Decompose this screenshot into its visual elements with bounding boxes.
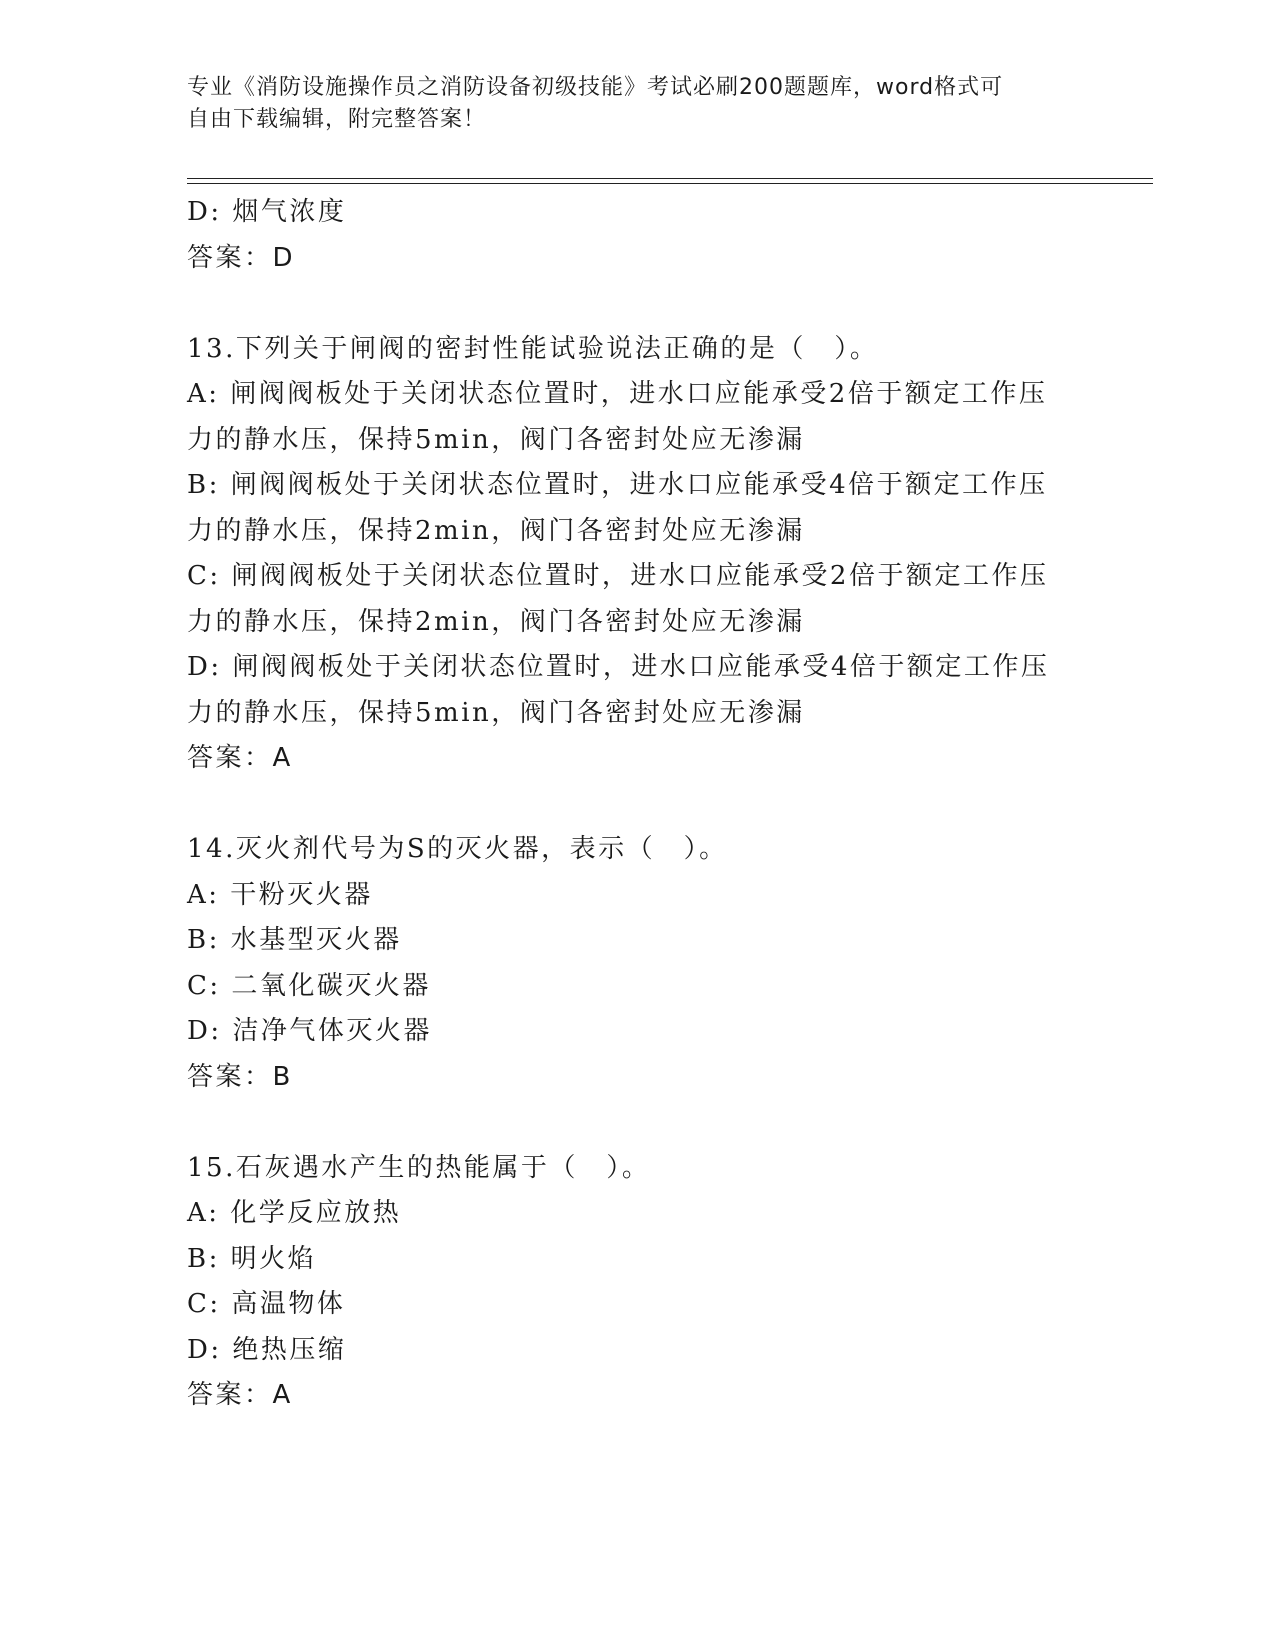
option-a: A: 干粉灭火器 (187, 879, 373, 910)
option-a-continued: 力的静水压，保持5min，阀门各密封处应无渗漏 (187, 424, 805, 455)
option-b: B: 闸阀阀板处于关闭状态位置时，进水口应能承受4倍于额定工作压 (187, 470, 1048, 500)
answer: 答案：B (187, 1061, 293, 1092)
question-stem: 13.下列关于闸阀的密封性能试验说法正确的是（ ）。 (187, 333, 879, 364)
option-d: D: 闸阀阀板处于关闭状态位置时，进水口应能承受4倍于额定工作压 (187, 652, 1050, 682)
header-divider-bottom (187, 183, 1153, 184)
option-a: A: 化学反应放热 (187, 1198, 402, 1228)
answer: 答案：A (187, 1380, 293, 1410)
answer: 答案：A (187, 743, 293, 773)
question-content (187, 190, 1087, 1419)
header-divider-top (187, 178, 1153, 179)
option-a: A: 闸阀阀板处于关闭状态位置时，进水口应能承受2倍于额定工作压 (187, 379, 1048, 409)
answer: 答案：D (187, 242, 296, 273)
option-b: B: 明火焰 (187, 1243, 317, 1274)
option-d-continued: 力的静水压，保持5min，阀门各密封处应无渗漏 (187, 697, 805, 728)
option-d: D: 绝热压缩 (187, 1334, 347, 1365)
option-c: C: 高温物体 (187, 1289, 346, 1319)
option-d: D: 烟气浓度 (187, 197, 347, 227)
question-14 (187, 827, 1087, 1100)
header-line-2: 自由下载编辑，附完整答案！ (187, 107, 487, 132)
previous-question-tail (187, 190, 1087, 281)
question-15 (187, 1146, 1087, 1419)
question-stem: 15.石灰遇水产生的热能属于（ ）。 (187, 1152, 651, 1183)
header-line-1: 专业《消防设施操作员之消防设备初级技能》考试必刷200题题库，word格式可 (187, 75, 1004, 100)
option-b-continued: 力的静水压，保持2min，阀门各密封处应无渗漏 (187, 515, 805, 546)
option-d: D: 洁净气体灭火器 (187, 1016, 432, 1046)
spacer (187, 782, 1087, 828)
option-c: C: 闸阀阀板处于关闭状态位置时，进水口应能承受2倍于额定工作压 (187, 561, 1049, 591)
option-c-continued: 力的静水压，保持2min，阀门各密封处应无渗漏 (187, 606, 805, 637)
spacer (187, 281, 1087, 327)
option-c: C: 二氧化碳灭火器 (187, 970, 431, 1001)
question-stem: 14.灭火剂代号为S的灭火器，表示（ ）。 (187, 834, 728, 864)
question-13 (187, 327, 1087, 782)
option-b: B: 水基型灭火器 (187, 925, 402, 955)
document-header (187, 72, 1067, 136)
spacer (187, 1100, 1087, 1146)
